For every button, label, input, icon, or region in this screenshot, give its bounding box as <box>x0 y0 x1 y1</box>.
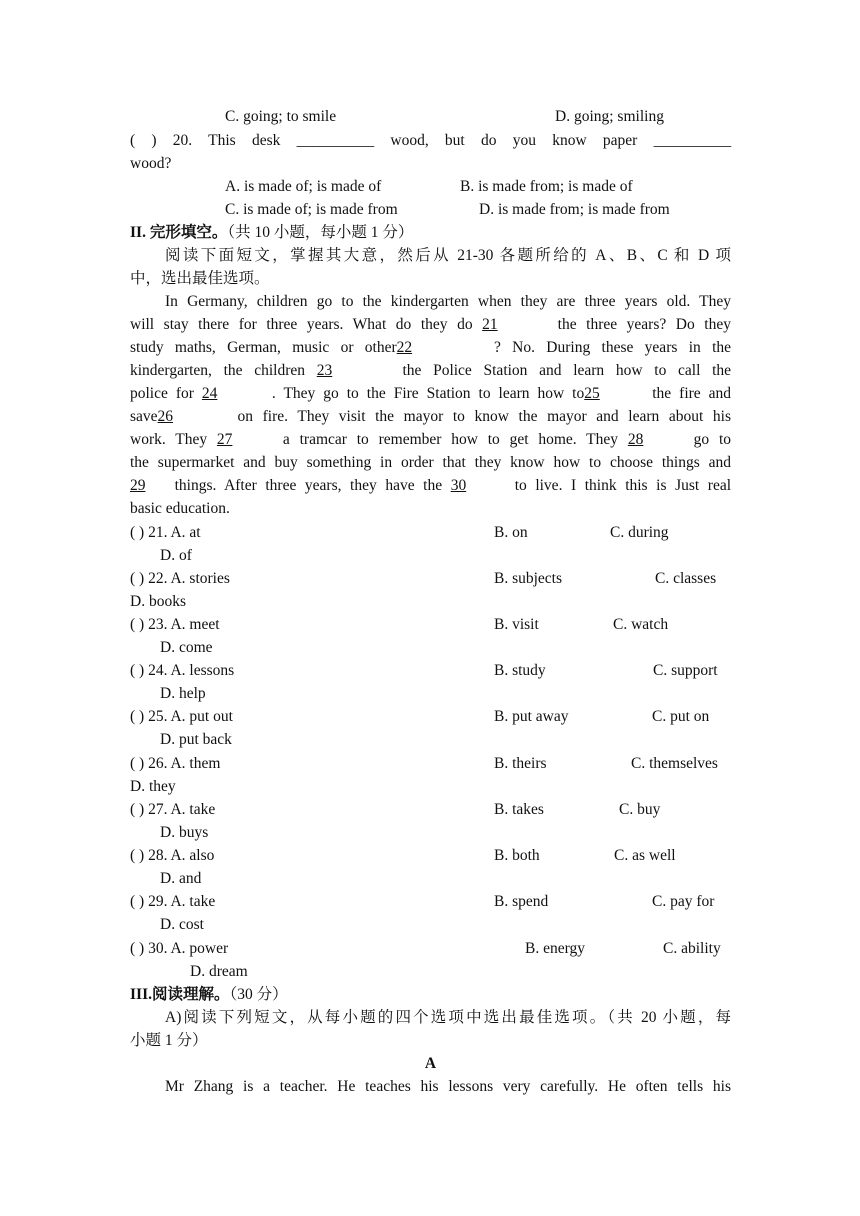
question-stem: ( ) 23. A. meet <box>130 616 220 633</box>
q20-stem-line1: ( ) 20. This desk __________ wood, but do you know paper __________ <box>130 132 732 149</box>
option-b: B. theirs <box>494 755 547 772</box>
option-d: D. and <box>160 870 202 887</box>
blank-28: 28 <box>627 431 644 448</box>
option-c: C. pay for <box>652 893 715 910</box>
blank-23: 23 <box>316 362 333 379</box>
option-d: D. buys <box>160 824 209 841</box>
option-d: D. of <box>160 547 192 564</box>
blank-24: 24 <box>201 385 218 402</box>
section2-instruction-line2: 中，选出最佳选项。 <box>130 270 270 287</box>
option-c: C. put on <box>652 708 710 725</box>
option-d: D. dream <box>190 963 248 980</box>
section3-heading: III.阅读理解。（30 分） <box>130 986 288 1003</box>
passage-line: the supermarket and buy something in order that they know how to choose things and <box>130 454 731 471</box>
option-b: B. takes <box>494 801 544 818</box>
passage-a-line: Mr Zhang is a teacher. He teaches his lessons very carefully. He often tells his <box>165 1078 731 1095</box>
q20-option-d: D. is made from; is made from <box>479 201 670 218</box>
passage-a-title: A <box>424 1055 437 1072</box>
passage-line: 29 things. After three years, they have the 30 to live. I think this is Just real <box>130 474 731 497</box>
option-c: C. themselves <box>631 755 718 772</box>
q20-option-a: A. is made of; is made of <box>225 178 382 195</box>
blank-26: 26 <box>157 408 174 425</box>
option-d: D. they <box>130 778 176 795</box>
option-c: C. support <box>653 662 718 679</box>
option-b: B. subjects <box>494 570 563 587</box>
passage-line: basic education. <box>130 500 230 517</box>
option-d: D. books <box>130 593 186 610</box>
blank-25: 25 <box>584 385 600 402</box>
blank: __________ <box>653 132 732 149</box>
option-c: C. classes <box>655 570 717 587</box>
question-stem: ( ) 25. A. put out <box>130 708 233 725</box>
blank-29: 29 <box>130 477 146 494</box>
section2-instruction-line1: 阅读下面短文，掌握其大意，然后从 21-30 各题所给的 A、B、C 和 D 项 <box>165 247 731 264</box>
option-c: C. as well <box>614 847 676 864</box>
question-stem: ( ) 28. A. also <box>130 847 215 864</box>
passage-line: kindergarten, the children 23 the Police Station and learn how to call the <box>130 359 731 382</box>
option-b: B. put away <box>494 708 569 725</box>
q19-option-c: C. going; to smile <box>225 108 337 125</box>
option-b: B. energy <box>525 940 585 957</box>
option-b: B. both <box>494 847 540 864</box>
option-c: C. watch <box>613 616 669 633</box>
section2-heading: II. 完形填空。（共 10 小题，每小题 1 分） <box>130 224 414 241</box>
section3-instruction-line1: A)阅读下列短文，从每小题的四个选项中选出最佳选项。（共 20 小题，每 <box>165 1009 731 1026</box>
option-c: C. buy <box>619 801 661 818</box>
passage-line: will stay there for three years. What do they do 21 the three years? Do they <box>130 313 731 336</box>
option-d: D. come <box>160 639 213 656</box>
passage-line: work. They 27 a tramcar to remember how to get home. They 28 go to <box>130 428 731 451</box>
option-b: B. visit <box>494 616 539 633</box>
q19-option-d: D. going; smiling <box>555 108 664 125</box>
blank-27: 27 <box>216 431 233 448</box>
question-stem: ( ) 24. A. lessons <box>130 662 235 679</box>
option-b: B. spend <box>494 893 549 910</box>
section3-instruction-line2: 小题 1 分） <box>130 1032 208 1049</box>
blank-30: 30 <box>450 477 467 494</box>
question-stem: ( ) 22. A. stories <box>130 570 230 587</box>
q20-option-c: C. is made of; is made from <box>225 201 398 218</box>
q20-option-b: B. is made from; is made of <box>460 178 633 195</box>
option-d: D. cost <box>160 916 204 933</box>
blank-22: 22 <box>396 339 413 356</box>
option-c: C. ability <box>663 940 721 957</box>
question-stem: ( ) 30. A. power <box>130 940 229 957</box>
passage-line: In Germany, children go to the kindergarten when they are three years old. They <box>165 293 731 310</box>
question-stem: ( ) 26. A. them <box>130 755 221 772</box>
answer-paren: ( ) 20. <box>130 132 193 149</box>
question-stem: ( ) 27. A. take <box>130 801 216 818</box>
blank-21: 21 <box>482 316 498 333</box>
passage-line: police for 24 . They go to the Fire Station to learn how to25 the fire and <box>130 382 731 405</box>
question-stem: ( ) 21. A. at <box>130 524 201 541</box>
option-d: D. put back <box>160 731 232 748</box>
option-b: B. on <box>494 524 528 541</box>
option-b: B. study <box>494 662 546 679</box>
passage-line: study maths, German, music or other22 ? No. During these years in the <box>130 336 731 359</box>
blank: __________ <box>296 132 375 149</box>
question-stem: ( ) 29. A. take <box>130 893 216 910</box>
option-d: D. help <box>160 685 206 702</box>
q20-stem-line2: wood? <box>130 155 172 172</box>
passage-line: save26 on fire. They visit the mayor to know the mayor and learn about his <box>130 405 731 428</box>
option-c: C. during <box>610 524 669 541</box>
